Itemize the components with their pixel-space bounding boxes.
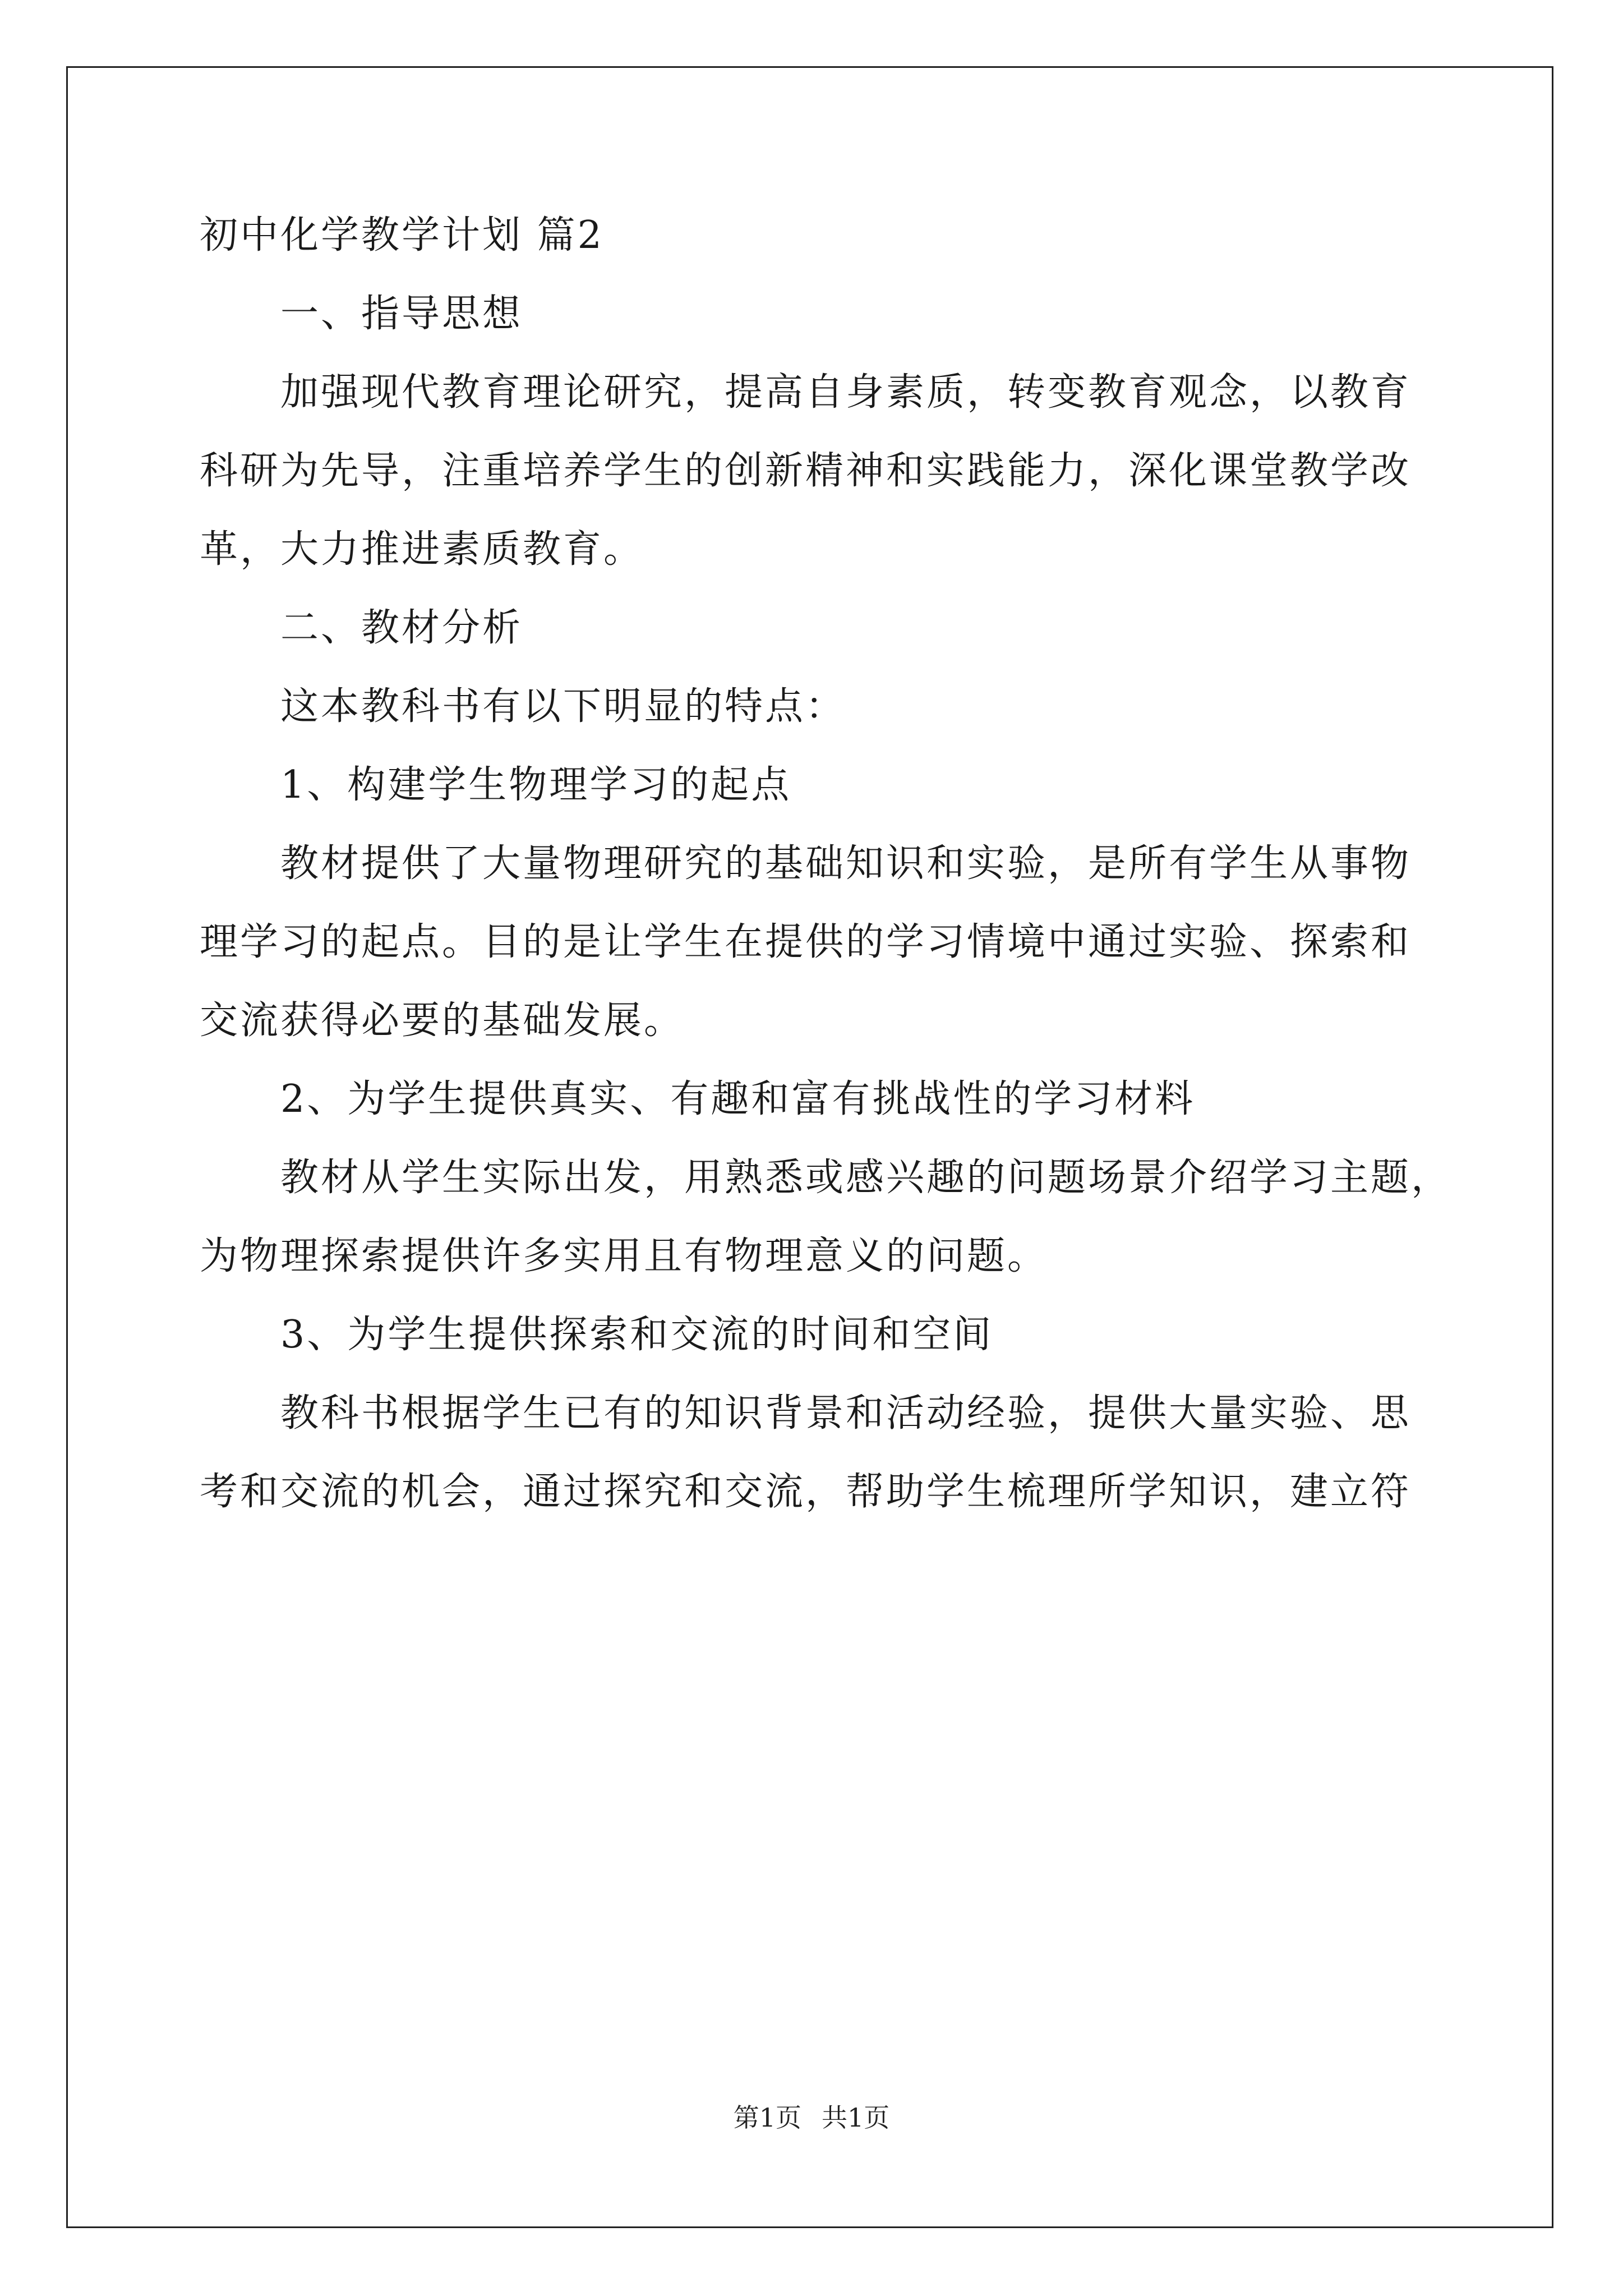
paragraph-line: 交流获得必要的基础发展。 — [200, 999, 685, 1043]
document-title: 初中化学教学计划 篇2 — [200, 213, 604, 257]
paragraph-line: 加强现代教育理论研究，提高自身素质，转变教育观念，以教育 — [280, 370, 1412, 415]
paragraph-line: 教材提供了大量物理研究的基础知识和实验，是所有学生从事物 — [280, 841, 1412, 886]
page-number-current: 第1页 — [733, 2102, 801, 2133]
subsection-heading: 1、构建学生物理学习的起点 — [280, 763, 792, 807]
subsection-heading: 2、为学生提供真实、有趣和富有挑战性的学习材料 — [280, 1077, 1196, 1121]
paragraph-line: 革，大力推进素质教育。 — [200, 527, 644, 572]
page-footer — [0, 2101, 1623, 2134]
page-number-total: 共1页 — [822, 2102, 890, 2133]
section-heading: 一、指导思想 — [280, 292, 523, 336]
paragraph-line: 科研为先导，注重培养学生的创新精神和实践能力，深化课堂教学改 — [200, 449, 1412, 493]
paragraph-line: 这本教科书有以下明显的特点： — [280, 684, 846, 729]
section-heading: 二、教材分析 — [280, 606, 523, 650]
subsection-heading: 3、为学生提供探索和交流的时间和空间 — [280, 1313, 994, 1357]
paragraph-line: 教材从学生实际出发，用熟悉或感兴趣的问题场景介绍学习主题， — [280, 1156, 1452, 1200]
paragraph-line: 教科书根据学生已有的知识背景和活动经验，提供大量实验、思 — [280, 1391, 1412, 1435]
paragraph-line: 为物理探索提供许多实用且有物理意义的问题。 — [200, 1234, 1048, 1278]
paragraph-line: 理学习的起点。目的是让学生在提供的学习情境中通过实验、探索和 — [200, 920, 1412, 964]
paragraph-line: 考和交流的机会，通过探究和交流，帮助学生梳理所学知识，建立符 — [200, 1470, 1412, 1514]
